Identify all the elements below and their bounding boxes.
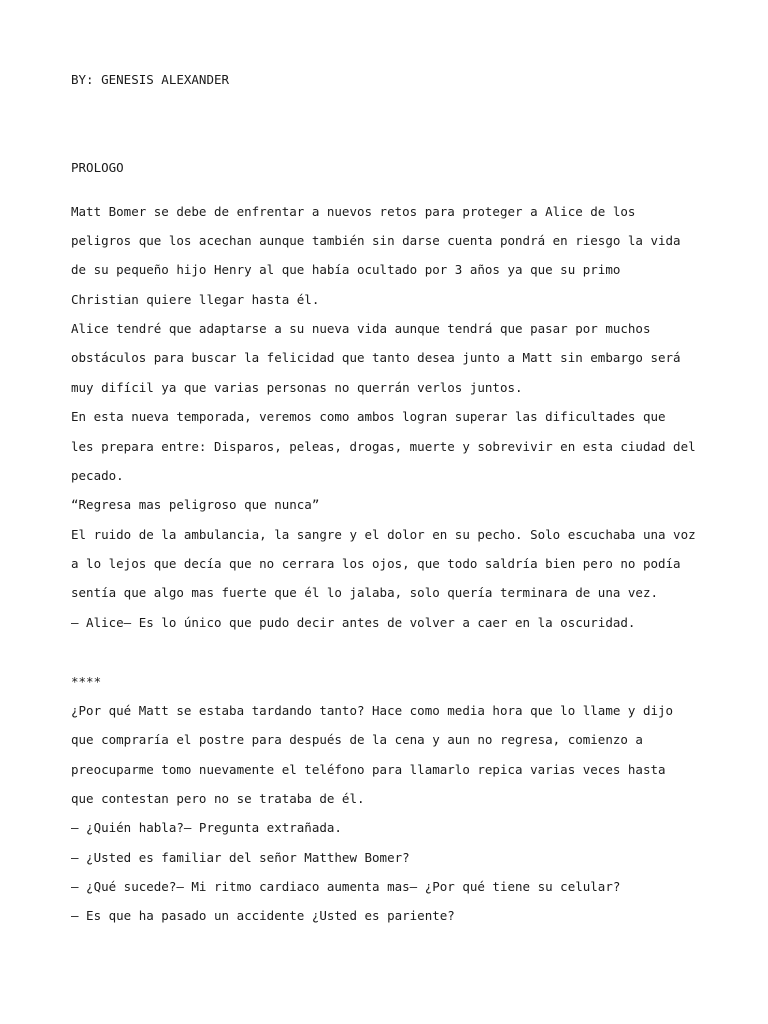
text-line: a lo lejos que decía que no cerrara los ojos, que todo saldría bien pero no podía — [71, 556, 681, 571]
text-line: “Regresa mas peligroso que nunca” — [71, 497, 320, 512]
text-line: les prepara entre: Disparos, peleas, drogas, muerte y sobrevivir en esta ciudad del — [71, 439, 696, 454]
text-line: sentía que algo mas fuerte que él lo jalaba, solo quería terminara de una vez. — [71, 585, 658, 600]
text-line: que contestan pero no se trataba de él. — [71, 791, 365, 806]
section-title: PROLOGO — [71, 160, 124, 175]
text-line: — Es que ha pasado un accidente ¿Usted es pariente? — [71, 908, 455, 923]
text-line: — ¿Quién habla?— Pregunta extrañada. — [71, 820, 342, 835]
scene-separator: **** — [71, 674, 102, 689]
text-line: que compraría el postre para después de la cena y aun no regresa, comienzo a — [71, 732, 643, 747]
text-line: Christian quiere llegar hasta él. — [71, 292, 320, 307]
text-line: preocuparme tomo nuevamente el teléfono para llamarlo repica varias veces hasta — [71, 762, 666, 777]
text-line: obstáculos para buscar la felicidad que tanto desea junto a Matt sin embargo será — [71, 350, 681, 365]
text-line: muy difícil ya que varias personas no querrán verlos juntos. — [71, 380, 523, 395]
text-line: peligros que los acechan aunque también sin darse cuenta pondrá en riesgo la vida — [71, 233, 681, 248]
text-line: En esta nueva temporada, veremos como ambos logran superar las dificultades que — [71, 409, 666, 424]
text-line: de su pequeño hijo Henry al que había ocultado por 3 años ya que su primo — [71, 262, 621, 277]
text-line: pecado. — [71, 468, 124, 483]
author-byline: BY: GENESIS ALEXANDER — [71, 72, 230, 87]
text-line: Matt Bomer se debe de enfrentar a nuevos retos para proteger a Alice de los — [71, 204, 636, 219]
text-line: ¿Por qué Matt se estaba tardando tanto? Hace como media hora que lo llame y dijo — [71, 703, 674, 718]
text-line: El ruido de la ambulancia, la sangre y el dolor en su pecho. Solo escuchaba una voz — [71, 527, 696, 542]
text-line: Alice tendré que adaptarse a su nueva vida aunque tendrá que pasar por muchos — [71, 321, 651, 336]
text-line: — ¿Qué sucede?— Mi ritmo cardiaco aumenta mas— ¿Por qué tiene su celular? — [71, 879, 621, 894]
text-line: — ¿Usted es familiar del señor Matthew Bomer? — [71, 850, 410, 865]
text-line: — Alice— Es lo único que pudo decir antes de volver a caer en la oscuridad. — [71, 615, 636, 630]
